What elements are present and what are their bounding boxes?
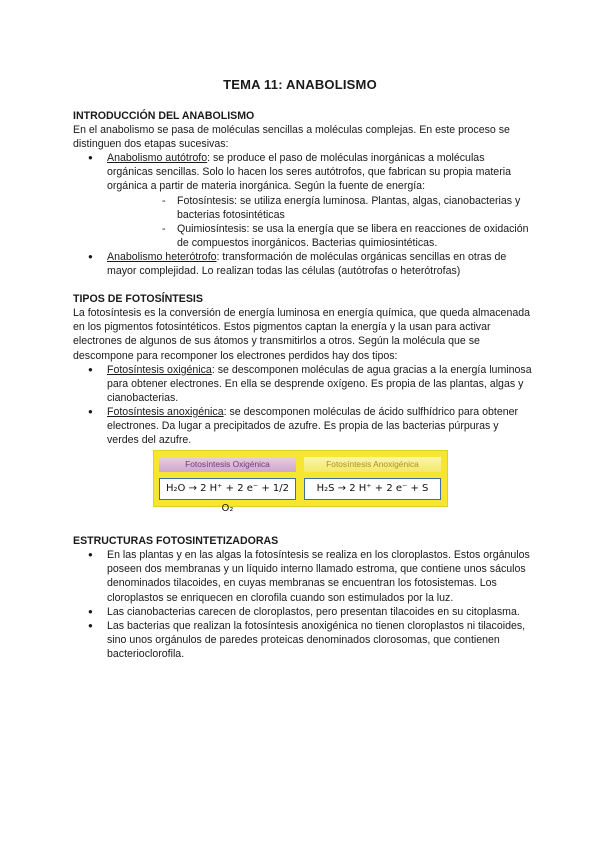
energy-sublist [107, 194, 533, 250]
document-title: TEMA 11: ANABOLISMO [223, 77, 377, 92]
item-text: : se produce el paso de moléculas inorgánicas a moléculas orgánicas sencillas. Solo lo hacen los seres autótrofos, que fabrican su propia materia orgánica a partir de materia inorgánica. Según la fuente de energía: [107, 152, 511, 193]
table-header-anoxigenica: Fotosíntesis Anoxigénica [304, 457, 441, 472]
estructuras-list [73, 548, 533, 661]
sublist-item: - Quimiosíntesis: se usa la energía que se libera en reacciones de oxidación de compuestos inorgánicos. Bacterias quimiosintéticas. [107, 222, 533, 250]
intro-heading: INTRODUCCIÓN DEL ANABOLISMO [73, 110, 255, 122]
sublist-item: - Fotosíntesis: se utiliza energía luminosa. Plantas, algas, cianobacterias y bacterias fotosintéticas [107, 194, 533, 222]
term-fotosintesis-oxigenica: Fotosíntesis oxigénica [107, 363, 212, 376]
list-item [73, 363, 533, 405]
term-anabolismo-heterotrofo: Anabolismo heterótrofo [107, 250, 217, 263]
intro-list [73, 151, 533, 278]
list-item: ● En las plantas y en las algas la fotosíntesis se realiza en los cloroplastos. Estos orgánulos poseen dos membranas y un líquido interno llamado estroma, que contiene unos sáculos denominados tilacoides, en cuyas membranas se encuentran los fotosistemas. Los cloroplastos se enriquecen en clorofila cuando son estimulados por la luz. [73, 548, 533, 604]
item-text: : se descomponen moléculas de ácido sulfhídrico para obtener electrones. Da lugar a precipitados de azufre. Es propia de las bacterias púrpuras y verdes del azufre. [107, 405, 519, 447]
tipos-paragraph: La fotosíntesis es la conversión de energía luminosa en energía química, que queda almacenada en los pigmentos fotosintéticos. Estos pigmentos captan la energía y la usan para activar electrones de algunos de sus átomos y transmitirlos a otros. Según la molécula que se descompone para recomponer los electrones perdidos hay dos tipos: [73, 307, 531, 362]
item-text: : se descomponen moléculas de agua gracias a la energía luminosa para obtener electrones. En ella se desprende oxígeno. Es propia de las plantas, algas y cianobacterias. [107, 363, 532, 404]
tipos-heading: TIPOS DE FOTOSÍNTESIS [73, 293, 203, 306]
list-item [73, 250, 533, 278]
list-item [73, 405, 533, 447]
table-header-oxigenica: Fotosíntesis Oxigénica [159, 457, 296, 472]
intro-paragraph: En el anabolismo se pasa de moléculas sencillas a moléculas complejas. En este proceso se distinguen dos etapas sucesivas: [73, 124, 510, 151]
list-item: ● Las bacterias que realizan la fotosíntesis anoxigénica no tienen cloroplastos ni tilacoides, sino unos orgánulos de paredes proteicas denominados clorosomas, que contienen bacterioclorofila. [73, 619, 533, 661]
term-anabolismo-autotrofo: Anabolismo autótrofo [107, 152, 208, 165]
photosynthesis-equation-table [153, 450, 448, 515]
equation-oxigenica: H₂O → 2 H⁺ + 2 e⁻ + 1/2 O₂ [159, 478, 296, 500]
item-text: : transformación de moléculas orgánicas sencillas en otras de mayor complejidad. Lo realizan todas las células (autótrofas o heterótrofas) [107, 250, 507, 278]
equation-anoxigenica: H₂S → 2 H⁺ + 2 e⁻ + S [304, 478, 441, 500]
tipos-list [73, 363, 533, 448]
estructuras-heading: ESTRUCTURAS FOTOSINTETIZADORAS [73, 535, 279, 548]
list-item [73, 151, 533, 250]
document-body [73, 109, 533, 661]
list-item: ● Las cianobacterias carecen de cloroplastos, pero presentan tilacoides en su citoplasma. [73, 605, 533, 619]
term-fotosintesis-anoxigenica: Fotosíntesis anoxigénica [107, 405, 224, 418]
